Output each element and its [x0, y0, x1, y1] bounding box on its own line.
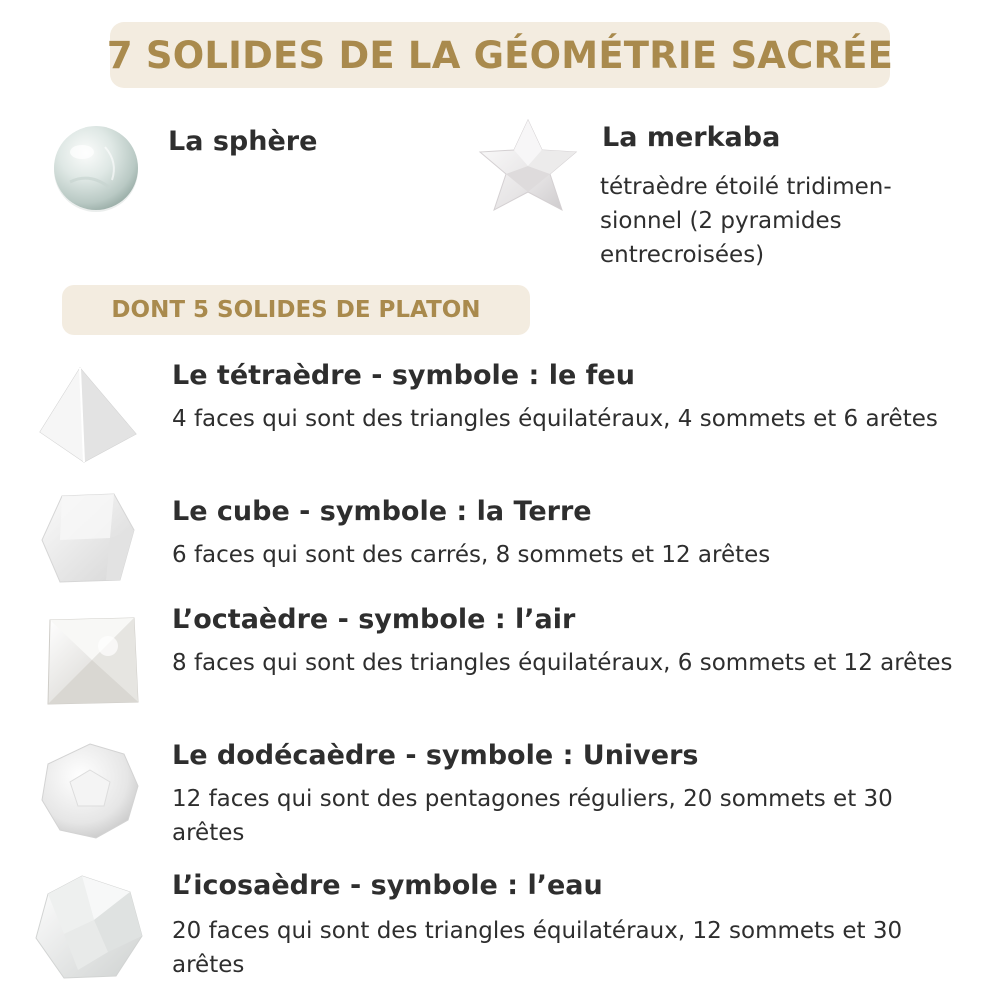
subtitle: DONT 5 SOLIDES DE PLATON [111, 297, 481, 323]
solid-description-octahedron: 8 faces qui sont des triangles équilatéraux, 6 sommets et 12 arêtes [172, 650, 953, 676]
solid-description-tetrahedron: 4 faces qui sont des triangles équilatéraux, 4 sommets et 6 arêtes [172, 406, 938, 432]
title-banner [106, 22, 894, 88]
solid-heading-cube: Le cube - symbole : la Terre [172, 496, 592, 527]
dodecahedron-crystal-icon [40, 740, 140, 840]
sphere-heading: La sphère [168, 126, 318, 157]
solid-description-icosahedron: 20 faces qui sont des triangles équilatéraux, 12 sommets et 30 arêtes [172, 918, 903, 978]
merkaba-star-crystal-icon [478, 118, 578, 228]
subtitle-banner [62, 285, 530, 335]
solid-heading-tetrahedron: Le tétraèdre - symbole : le feu [172, 360, 635, 391]
sphere-crystal-icon [50, 122, 142, 214]
solid-description-dodecahedron: 12 faces qui sont des pentagones réguliers, 20 sommets et 30 arêtes [172, 786, 893, 846]
solid-heading-icosahedron: L’icosaèdre - symbole : l’eau [172, 870, 603, 901]
solid-heading-dodecahedron: Le dodécaèdre - symbole : Univers [172, 740, 699, 771]
octahedron-crystal-icon [44, 612, 140, 708]
merkaba-description: tétraèdre étoilé tridimen-sionnel (2 pyramides entrecroisées) [600, 174, 892, 268]
solid-description-cube: 6 faces qui sont des carrés, 8 sommets et 12 arêtes [172, 542, 771, 568]
merkaba-heading: La merkaba [602, 122, 781, 153]
cube-crystal-icon [40, 490, 136, 586]
tetrahedron-crystal-icon [36, 362, 140, 466]
icosahedron-crystal-icon [34, 874, 144, 982]
solid-heading-octahedron: L’octaèdre - symbole : l’air [172, 604, 576, 635]
page-title: 7 SOLIDES DE LA GÉOMÉTRIE SACRÉE [106, 33, 894, 77]
